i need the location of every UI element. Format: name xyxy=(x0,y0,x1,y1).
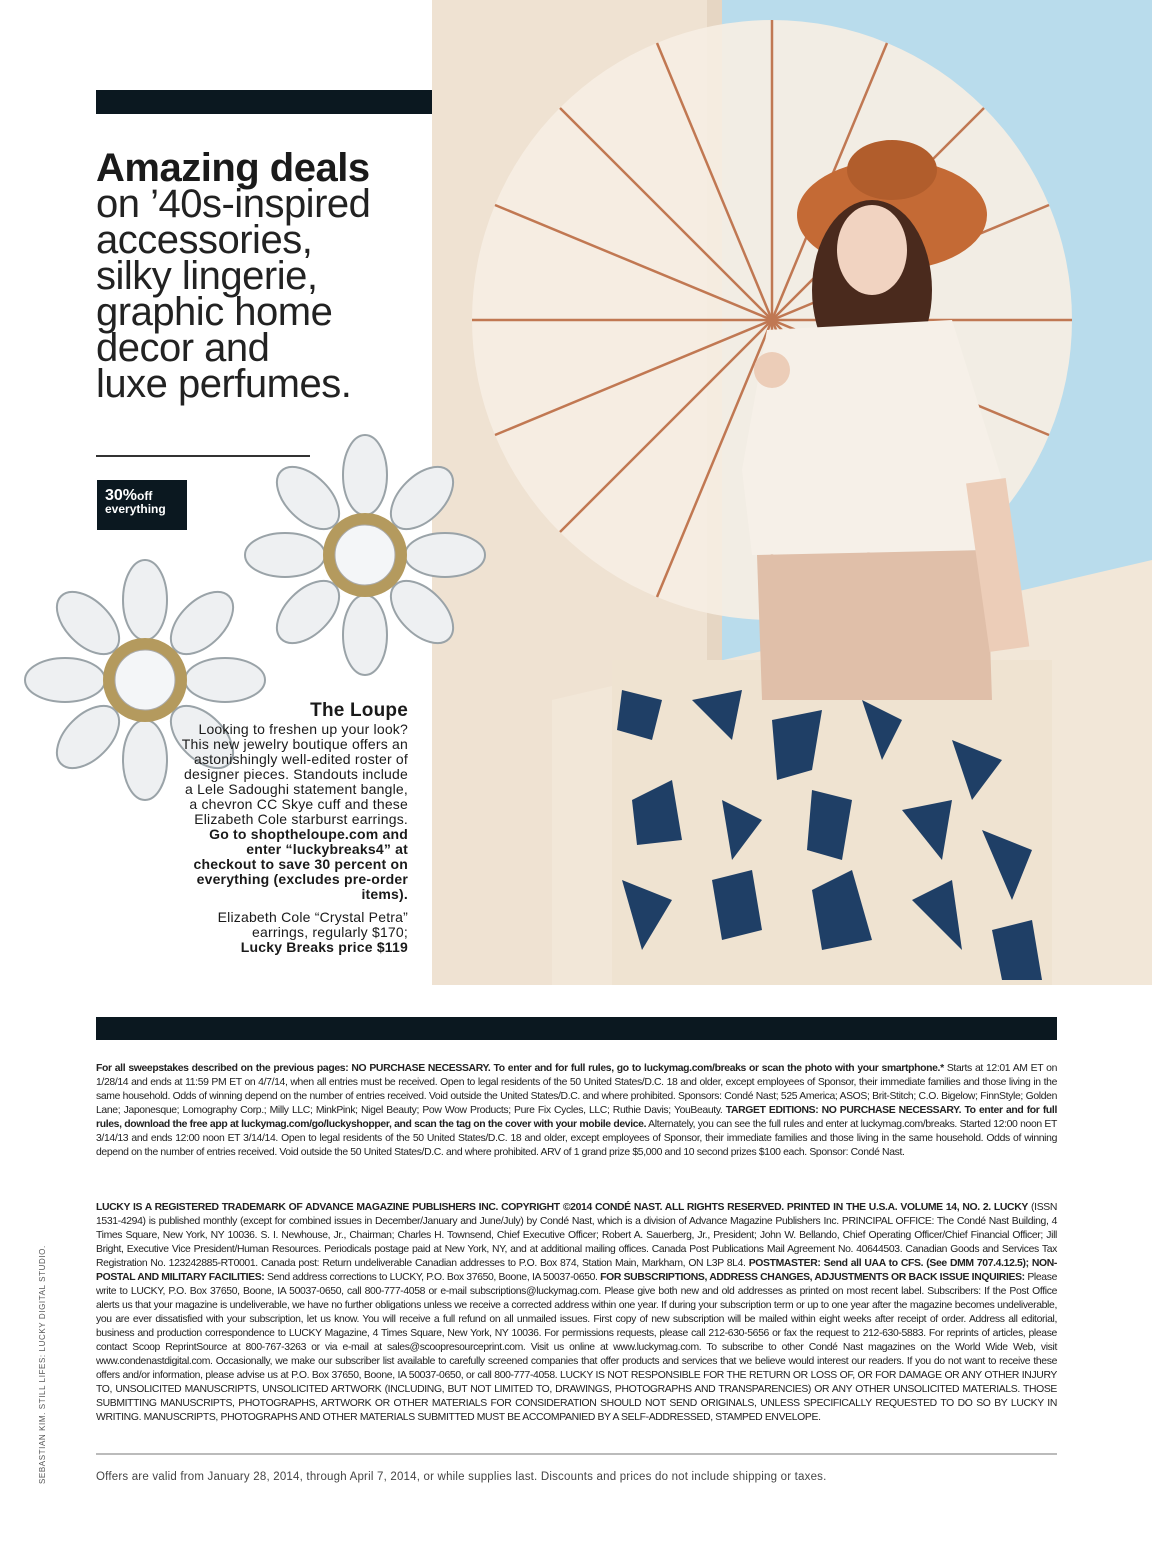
sweepstakes-rules xyxy=(96,1062,1057,1160)
caption-text: Elizabeth Cole “Crystal Petra” earrings, regularly $170; xyxy=(217,909,408,940)
loupe-caption xyxy=(180,910,408,955)
sweeps-text: Alternately, you can see the full rules and enter at luckymag.com/breaks. Started 12:00 noon ET 3/14/13 and ends 12:00 noon ET 3/14/14. Open to legal residents of the 50 United States/D.C. 18 and older, except employees of Sponsor, their immediate families and those living in the same household. Odds of winning depend on the number of entries received. Void outside the 50 United States/D.C. and where prohibited. ARV of 1 grand prize $5,000 and 10 second prizes $100 each. Sponsor: Condé Nast. xyxy=(96,1119,1057,1158)
caption-price: Lucky Breaks price $119 xyxy=(240,939,408,955)
loupe-title: The Loupe xyxy=(310,700,408,721)
earring-image xyxy=(240,430,490,680)
legal-text: (ISSN 1531-4294) is published monthly (except for combined issues in December/January and June/July) by Condé Nast, which is a division of Advance Magazine Publishers Inc. PRINCIPAL OFFICE: The Condé Nast Building, 4 Times Square, New York, NY 10036. S. I. Newhouse, Jr., Chairman; Charles H. Townsend, Chief Executive Officer; Robert A. Sauerberg, Jr., President; John W. Bellando, Chief Operating Officer/Chief Financial Officer; Jill Bright, Executive Vice President/Human Resources. Periodicals postage paid at New York, NY, and at additional mailing offices. Canada Post Publications Mail Agreement No. 40644503. Canadian Goods and Services Tax Registration No. 123242885-RT0001. Canada post: Return undeliverable Canadian addresses to P.O. Box 874, Station Main, Markham, ON L3P 8L4. xyxy=(96,1202,1058,1269)
legal-bold: POSTMASTER: Send all UAA to CFS. (See DMM 707.4.12.5); NON-POSTAL AND MILITARY FACILITIES: xyxy=(96,1258,1057,1283)
photo-credit: SEBASTIAN KIM. STILL LIFES: LUCKY DIGITAL STUDIO. xyxy=(38,1245,47,1484)
legal-text: Please write to LUCKY, P.O. Box 37650, Boone, IA 50037-0650, call 800-777-4058 or e-mail subscriptions@luckymag.com. Please give both new and old addresses as printed on most recent label. Subscribers: If the Post Office alerts us that your magazine is undeliverable, we have no further obligations unless we receive a corrected address within one year. If during your subscription term or up to one year after the magazine becomes undeliverable, you are ever dissatisfied with your subscription, let us know. You will receive a full refund on all unmailed issues. First copy of new subscription will be mailed within eight weeks after receipt of order. Address all editorial, business and production correspondence to LUCKY Magazine, 4 Times Square, New York, NY 10036. For permissions requests, please call 212-630-5656 or fax the request to 212-630-5883. For reprints of articles, please contact Scoop ReprintSource at 800-767-3263 or via e-mail at sales@scoopresourceprint.com. Visit us online at www.luckymag.com. To subscribe to other Condé Nast magazines on the World Wide Web, visit www.condenastdigital.com. Occasionally, we make our subscriber list available to carefully screened companies that offer products and services that we believe would interest our readers. If you do not want to receive these offers and/or information, please advise us at P.O. Box 37650, Boone, IA 50037-0650, or call 800-777-4058. LUCKY IS NOT RESPONSIBLE FOR THE RETURN OR LOSS OF, OR FOR DAMAGE OR ANY OTHER INJURY TO, UNSOLICITED MANUSCRIPTS, UNSOLICITED ARTWORK (INCLUDING, BUT NOT LIMITED TO, DRAWINGS, PHOTOGRAPHS AND TRANSPARENCIES) OR ANY OTHER UNSOLICITED MATERIALS. THOSE SUBMITTING MANUSCRIPTS, PHOTOGRAPHS, ARTWORK OR OTHER MATERIALS FOR CONSIDERATION SHOULD NOT SEND ORIGINALS, UNLESS SPECIFICALLY REQUESTED TO DO SO BY LUCKY IN WRITING. MANUSCRIPTS, PHOTOGRAPHS AND OTHER MATERIALS SUBMITTED MUST BE ACCOMPANIED BY A SELF-ADDRESSED, STAMPED ENVELOPE. xyxy=(96,1272,1058,1423)
section-bar xyxy=(96,1017,1057,1040)
headline-line: accessories, xyxy=(96,218,313,262)
headline-line: decor and xyxy=(96,326,270,370)
legal-bold: FOR SUBSCRIPTIONS, ADDRESS CHANGES, ADJUSTMENTS OR BACK ISSUE INQUIRIES: xyxy=(597,1272,1025,1283)
loupe-cta: Go to shoptheloupe.com and enter “luckybreaks4” at checkout to save 30 percent on everything (excludes pre-order items). xyxy=(193,826,408,902)
headline-line: graphic home xyxy=(96,290,333,334)
headline xyxy=(96,146,426,406)
legal-notice xyxy=(96,1201,1057,1425)
loupe-feature xyxy=(180,700,408,955)
headline-line: silky lingerie, xyxy=(96,254,318,298)
fashion-photo xyxy=(432,0,1152,985)
photo-illustration xyxy=(432,0,1152,985)
legal-text: Send address corrections to LUCKY, P.O. Box 37650, Boone, IA 50037-0650. xyxy=(264,1272,598,1283)
badge-off: off xyxy=(137,489,153,503)
sweeps-lead: For all sweepstakes described on the previous pages: NO PURCHASE NECESSARY. To enter and for full rules, go to luckymag.com/breaks or scan the photo with your smartphone.* xyxy=(96,1063,944,1074)
loupe-body: Looking to freshen up your look? This new jewelry boutique offers an astonishingly well-edited roster of designer pieces. Standouts include a Lele Sadoughi statement bangle, a chevron CC Skye cuff and these Elizabeth Cole starburst earrings. xyxy=(181,721,408,827)
divider xyxy=(96,1453,1057,1455)
badge-everything: everything xyxy=(105,502,166,516)
top-bar xyxy=(96,90,432,114)
headline-bold: Amazing deals xyxy=(96,146,370,190)
legal-bold: LUCKY IS A REGISTERED TRADEMARK OF ADVANCE MAGAZINE PUBLISHERS INC. COPYRIGHT ©2014 CONDÉ NAST. ALL RIGHTS RESERVED. PRINTED IN THE U.S.A. VOLUME 14, NO. 2. LUCKY xyxy=(96,1202,1028,1213)
sweeps-target: TARGET EDITIONS: NO PURCHASE NECESSARY. To enter and for full rules, download the free app at luckymag.com/go/luckyshopper, and scan the tag on the cover with your mobile device. xyxy=(96,1105,1057,1130)
discount-badge xyxy=(97,480,187,530)
headline-line: on ’40s-inspired xyxy=(96,182,371,226)
sweeps-text: Starts at 12:01 AM ET on 1/28/14 and ends at 11:59 PM ET on 4/7/14, when all entries must be received. Open to legal residents of the 50 United States/D.C. 18 and older, except employees of Sponsor, their immediate families and those living in the same household. Odds of winning depend on the number of entries received. Void outside the United States/D.C. and where prohibited. Sponsors: Condé Nast; 525 America; ASOS; Brit-Stitch; C.O. Bigelow; FinnStyle; Golden Lane; Japonesque; Lomography Corp.; Milly LLC; MinkPink; Nigel Beauty; Pow Wow Products; Pure Fix Cycles, LLC; Ruthie Davis; YouBeauty. xyxy=(96,1063,1057,1116)
offers-note: Offers are valid from January 28, 2014, through April 7, 2014, or while supplies last. Discounts and prices do not include shipping or taxes. xyxy=(96,1471,827,1483)
badge-percent: 30% xyxy=(105,487,138,504)
headline-line: luxe perfumes. xyxy=(96,362,352,406)
